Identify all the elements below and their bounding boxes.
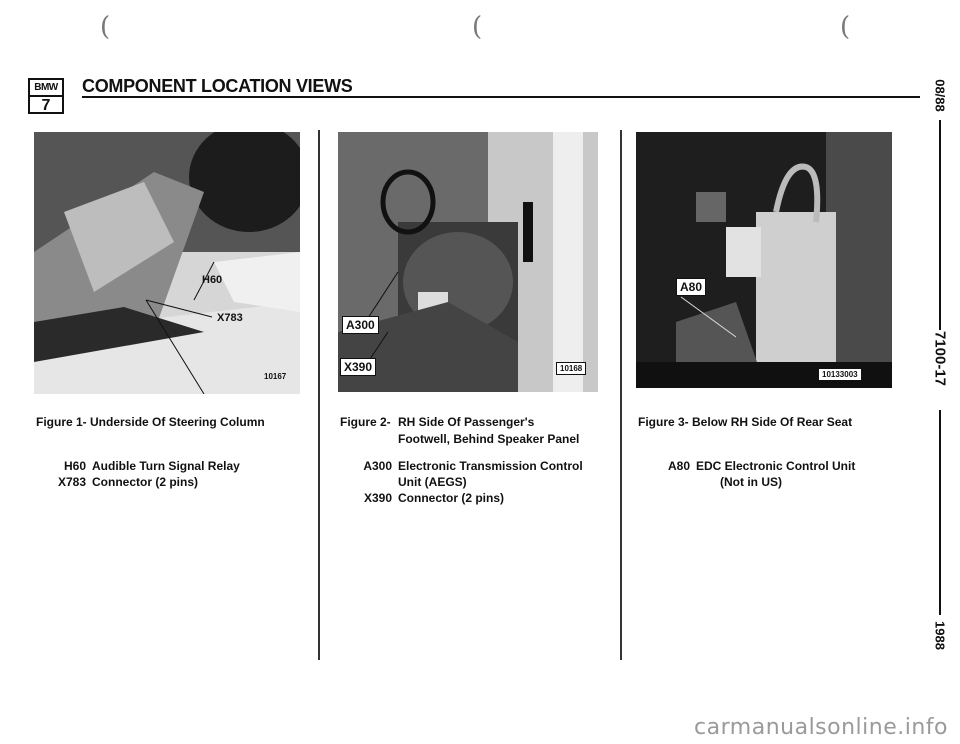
legend-code: X783 (57, 475, 86, 489)
photo-callout-h60: H60 (202, 274, 223, 286)
photo-id: 10168 (556, 362, 586, 375)
logo-series: 7 (41, 97, 51, 114)
legend-item (356, 490, 583, 506)
caption-title: Underside Of Steering Column (90, 415, 265, 429)
photo-callout-x390: X390 (340, 358, 376, 376)
scan-mark: ( (100, 12, 111, 42)
legend-desc: Connector (2 pins) (92, 475, 199, 489)
figure-3-legend (660, 458, 855, 490)
legend-desc-line: Electronic Transmission Control (398, 459, 583, 473)
bmw-logo (28, 78, 64, 114)
figure-2-photo-art (338, 132, 598, 392)
legend-code: H60 (63, 459, 86, 473)
figure-2-photo (338, 132, 598, 392)
page-title: COMPONENT LOCATION VIEWS (82, 76, 353, 96)
legend-item (660, 458, 855, 490)
caption-title: RH Side Of Passenger's (398, 415, 535, 429)
legend-item (50, 474, 240, 490)
figure-1-photo (34, 132, 300, 394)
figure-3-photo-art (636, 132, 892, 388)
figure-1-photo-art (34, 132, 300, 394)
caption-title: Below RH Side Of Rear Seat (692, 415, 853, 429)
photo-callout-a300: A300 (342, 316, 379, 334)
rail-line (939, 120, 941, 330)
legend-code: X390 (363, 491, 392, 505)
legend-item (356, 458, 583, 490)
figure-2-caption (340, 414, 616, 448)
legend-desc-line-2: (Not in US) (720, 475, 782, 489)
column-divider (620, 130, 622, 660)
figure-2-legend (356, 458, 583, 506)
figure-1-legend (50, 458, 240, 490)
caption-label: Figure 3- (638, 415, 689, 429)
figure-3-caption (638, 414, 918, 431)
legend-desc-line-2: Unit (AEGS) (398, 475, 467, 489)
photo-callout-a80: A80 (676, 278, 706, 296)
legend-desc: Connector (2 pins) (398, 491, 505, 505)
photo-id: 10133003 (818, 368, 862, 381)
scan-mark: ( (840, 12, 851, 42)
caption-label: Figure 2- (340, 415, 391, 429)
legend-item (50, 458, 240, 474)
figure-3-photo (636, 132, 892, 388)
legend-desc (696, 458, 855, 490)
rail-date: 08/88 (932, 79, 948, 112)
figure-1-caption (36, 414, 316, 431)
watermark: carmanualsonline.info (694, 715, 948, 740)
caption-title-line-2: Footwell, Behind Speaker Panel (398, 432, 580, 446)
photo-id: 10167 (264, 372, 287, 381)
legend-desc-line: EDC Electronic Control Unit (696, 459, 856, 473)
legend-code: A300 (363, 459, 392, 473)
legend-desc (398, 458, 583, 490)
legend-code: A80 (667, 459, 690, 473)
legend-desc: Audible Turn Signal Relay (92, 459, 240, 473)
rail-line (939, 410, 941, 615)
rail-year: 1988 (932, 621, 948, 650)
column-divider (318, 130, 320, 660)
side-rail (930, 60, 950, 680)
scan-mark: ( (472, 12, 483, 42)
logo-brand: BMW (30, 80, 62, 97)
photo-callout-x783: X783 (217, 312, 243, 324)
caption-label: Figure 1- (36, 415, 87, 429)
rail-page-number: 7100-17 (931, 330, 949, 387)
header-rule (82, 96, 920, 98)
